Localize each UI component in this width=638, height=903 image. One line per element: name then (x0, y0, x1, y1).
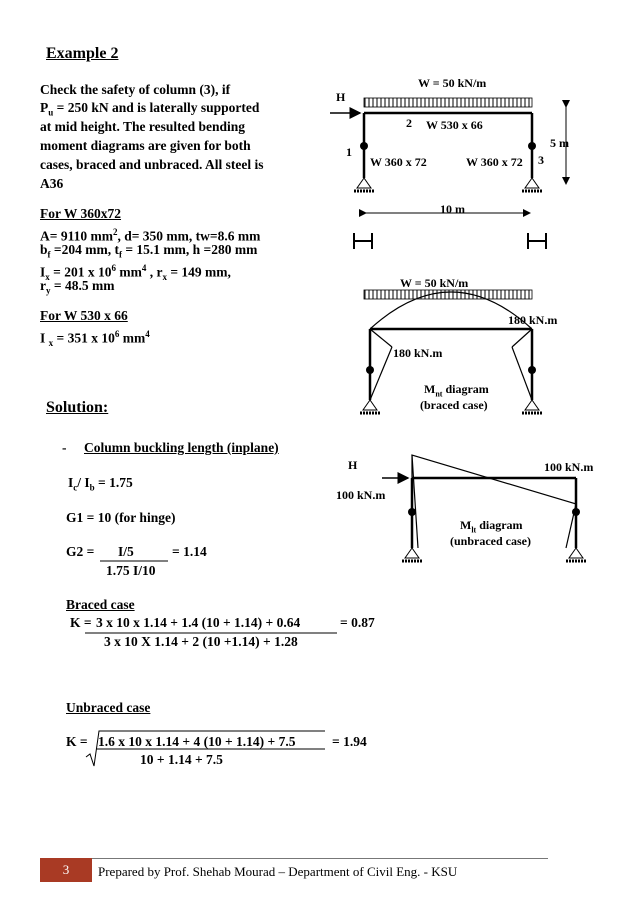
unbraced-case-title: Unbraced case (66, 700, 151, 715)
distributed-load (364, 98, 532, 107)
pin-support (525, 178, 539, 188)
w360-line: A= 9110 $mm^2$, d= 350 mm, tw=8.6 mm (40, 227, 261, 244)
w530-line: I $_x$ = 351 x $10^6$ $mm^4$ (40, 329, 150, 349)
stiffness-ratio: $I_c/$ $I_b = 1.75$ (68, 475, 133, 493)
g2-lhs: G2 = (66, 544, 95, 559)
w360-line: $r_y = 48.5$ mm (40, 278, 115, 296)
h-label: H (336, 90, 346, 104)
i-section-icon (354, 233, 372, 249)
footer-text: Prepared by Prof. Shehab Mourad – Department of Civil Eng. - KSU (98, 864, 458, 879)
problem-line: cases, braced and unbraced. All steel is (40, 157, 264, 172)
page-title: Example 2 (46, 45, 119, 62)
distributed-load (364, 290, 532, 299)
w530-title: For W 530 x 66 (40, 308, 128, 323)
height-label: 5 m (550, 136, 569, 150)
beam-label: W 530 x 66 (426, 118, 483, 132)
diagram-title: $M_{lt}$ diagram (460, 518, 523, 535)
moment-value: 180 kN.m (508, 313, 558, 327)
diagram-subtitle: (braced case) (420, 398, 488, 412)
moment-value: 100 kN.m (544, 460, 594, 474)
bullet-dash: - (62, 440, 67, 455)
g1-equation: G1 = 10 (for hinge) (66, 510, 176, 525)
g2-numerator: I/5 (118, 544, 134, 559)
problem-line: A36 (40, 176, 64, 191)
moment-value: 180 kN.m (393, 346, 443, 360)
column-label: W 360 x 72 (370, 155, 427, 169)
moment-line (370, 347, 392, 400)
problem-line: Check the safety of column (3), if (40, 82, 231, 97)
w360-line: $I_x = 201$ x $10^6$ $mm^4$ , $r_x = 149$ mm, (40, 263, 231, 283)
w360-line: $b_f =204$ mm, $t_f = 15.1$ mm, h =280 mm (40, 242, 258, 260)
k-result: = 0.87 (340, 615, 375, 630)
node-label: 3 (538, 153, 544, 167)
span-label: 10 m (440, 202, 465, 216)
load-label: W = 50 kN/m (400, 276, 469, 290)
bullet-text: Column buckling length (inplane) (84, 440, 279, 455)
k-result: = 1.94 (332, 734, 367, 749)
k-numerator: 3 x 10 x 1.14 + 1.4 (10 + 1.14) + 0.64 (96, 615, 301, 630)
column-label: W 360 x 72 (466, 155, 523, 169)
moment-value: 100 kN.m (336, 488, 386, 502)
k-lhs: K = (70, 615, 92, 630)
k-lhs: K = (66, 734, 88, 749)
brace-point (528, 142, 536, 150)
w360-title: For W 360x72 (40, 206, 122, 221)
load-label: W = 50 kN/m (418, 76, 487, 90)
k-numerator: 1.6 x 10 x 1.14 + 4 (10 + 1.14) + 7.5 (98, 734, 296, 749)
g2-denominator: 1.75 I/10 (106, 563, 156, 578)
pin-support (357, 178, 371, 188)
braced-case-title: Braced case (66, 597, 135, 612)
problem-line: at mid height. The resulted bending (40, 119, 246, 134)
moment-line (512, 347, 532, 400)
node-label: 2 (406, 116, 412, 130)
page-number: 3 (40, 858, 92, 882)
g2-result: = 1.14 (172, 544, 207, 559)
solution-title: Solution: (46, 399, 109, 416)
problem-line: moment diagrams are given for both (40, 138, 251, 153)
diagram-title: $M_{nt}$ diagram (424, 382, 489, 399)
k-denominator: 3 x 10 X 1.14 + 2 (10 +1.14) + 1.28 (104, 634, 298, 649)
brace-point (360, 142, 368, 150)
diagram-subtitle: (unbraced case) (450, 534, 531, 548)
node-label: 1 (346, 145, 352, 159)
i-section-icon (528, 233, 546, 249)
k-denominator: 10 + 1.14 + 7.5 (140, 752, 223, 767)
footer-rule (92, 858, 548, 859)
problem-line: $P_u = 250$ kN and is laterally supported (40, 100, 260, 118)
h-label: H (348, 458, 358, 472)
